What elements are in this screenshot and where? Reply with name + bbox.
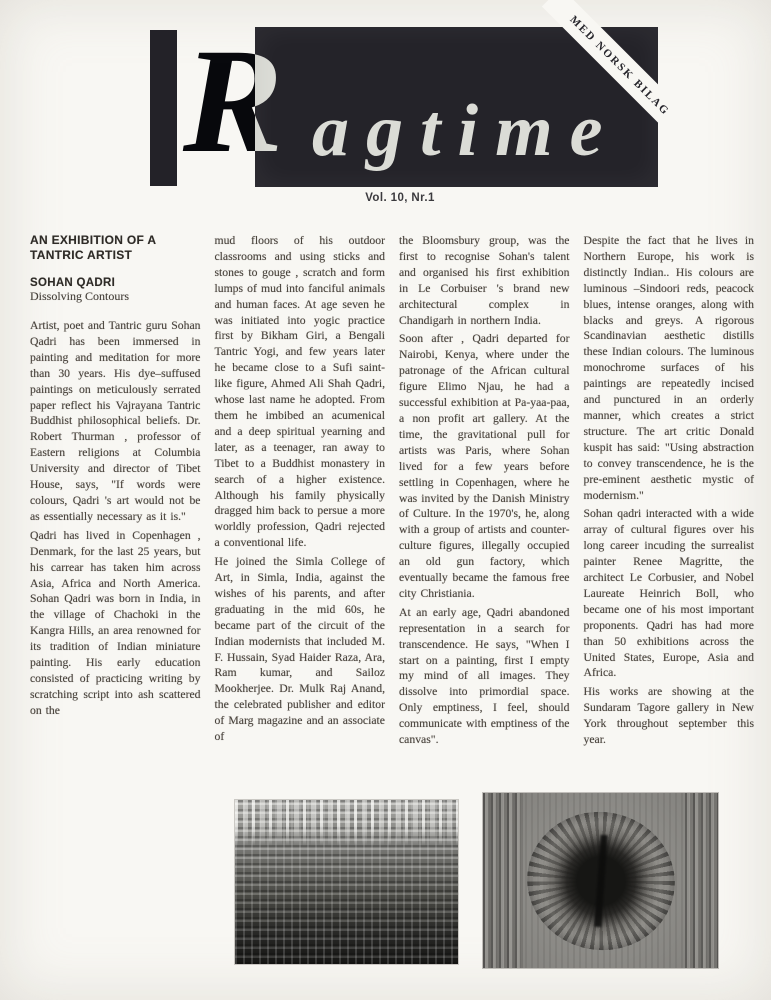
title-initial: R <box>183 18 284 184</box>
paragraph: His works are showing at the Sundaram Tagore gallery in New York throughout september this year. <box>583 685 754 747</box>
article-author: SOHAN QADRI <box>30 277 116 289</box>
article-column-4 <box>584 233 755 751</box>
masthead-left-bar <box>150 30 177 186</box>
article-headline: AN EXHIBITION OF A TANTRIC ARTIST <box>30 233 156 262</box>
artwork-left-image <box>235 800 458 964</box>
issue-number: Vol. 10, Nr.1 <box>365 192 435 204</box>
article-subtitle: Dissolving Contours <box>30 289 130 303</box>
article-column-3 <box>399 233 570 751</box>
title-rest: agtime <box>312 90 620 172</box>
artwork-right-image <box>483 793 718 968</box>
article-column-1 <box>30 233 201 751</box>
article-column-2 <box>215 233 386 751</box>
paragraph: Qadri has lived in Copenhagen , Denmark, for the last 25 years, but his carrear has taken him across Asia, Africa and North America. Sohan Qadri was born in India, in the village of Chachoki in the Kangra Hills, an area renowned for its tradition of Indian miniature painting. His early education consisted of practicing writing by scratching script into ash scattered on the <box>30 528 201 717</box>
paragraph: mud floors of his outdoor classrooms and using sticks and stones to gouge , scratch and form lumps of mud into fanciful animals and human faces. At age seven he was initiated into yogic practice first by Bikham Giri, a Bengali Tantric Yogi, and few years later he became close to a Sufi saint-like figure, Ahmed Ali Shah Qadri, whose last name he adopted. From them he imbibed an acumenical and a deep spiritual yearning and later, as a teenager, ran away to Tibet to a Buddhist monastery in search of a higher existence. Although his family physically dragged him back to persue a more worldly profession, Qadri rejected a conventional life. <box>214 234 385 550</box>
corner-ribbon-label: MED NORSK BILAG <box>567 13 673 118</box>
paragraph: At an early age, Qadri abandoned representation in a search for transcendence. He says, "When I start on a painting, first I empty my mind of all images. They dissolve into primordial space. Only emptiness, I feel, should communicate with emptiness of the canvas". <box>399 605 570 747</box>
paragraph: Despite the fact that he lives in Northern Europe, his work is distinctly Indian.. His colours are luminous –Sindoori reds, peacock blues, intense oranges, along with blacks and greys. A rigorous Scandinavian aesthetic distills these Indian colours. The luminous monochrome surfaces of his paintings are repeatedly incised and punctured in an orderly manner, which creates a strict structure. The art critic Donald kuspit has said: "Using abstraction to convey transcendence, he is the pre-eminent aesthetic mystic of modernism." <box>583 234 754 502</box>
paragraph: Soon after , Qadri departed for Nairobi, Kenya, where under the patronage of the African cultural figure Elimo Njau, he had a successful exhibition at Pa-yaa-paa, a non profit art gallery. At the time, the gravitational pull for artists was Paris, where Sohan lived for a few years before settling in Copenhagen, where he was invited by the Danish Ministry of Culture. In the 1970's, he, along with a group of artists and counter-culture figures, illegally occupied an old gun factory, which eventually became the famous free city Christiania. <box>399 332 570 600</box>
paragraph: Sohan qadri interacted with a wide array of cultural figures over his long career incuding the surrealist painter Renee Magritte, the architect Le Corbusier, and Nobel Laureate Heinrich Boll, who became one of his most important proponents. Qadri has had more than 50 exhibitions across the United States, Europe, Asia and Africa. <box>583 507 754 680</box>
paragraph: He joined the Simla College of Art, in Simla, India, against the wishes of his parents, and after graduating in the mid 60s, he became part of the circuit of the Indian modernists that included M. F. Hussain, Syad Haider Raza, Ara, Ram kumar, and Sailoz Mookherjee. Dr. Mulk Raj Anand, the celebrated publisher and editor of Marg magazine and an associate of <box>214 555 385 744</box>
paragraph: the Bloomsbury group, was the first to recognise Sohan's talent and organised his first exhibition in Le Corbuiser 's brand new architectural complex in Chandigarh in northern India. <box>399 234 570 327</box>
article-body <box>30 233 754 751</box>
paragraph: Artist, poet and Tantric guru Sohan Qadri has been immersed in painting and meditation for more than 30 years. His dye–suffused paintings on meticulously serrated paper reflect his Vajrayana Tantric Buddhist philosophical beliefs. Dr. Robert Thurman , professor of Eastern religions at Columbia University and director of Tibet House, says, "If words were colours, Qadri 's art would not be as essentially necessary as it is." <box>30 319 201 523</box>
